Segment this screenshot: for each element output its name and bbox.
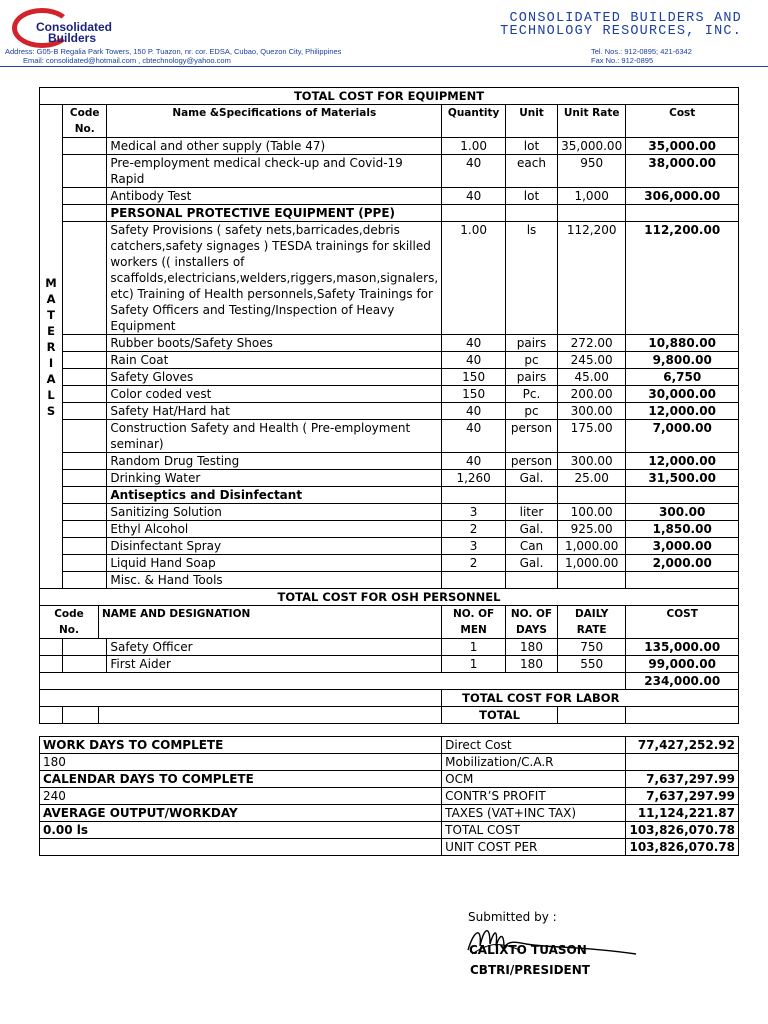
summary-row — [40, 839, 739, 856]
item-unit: Gal. — [506, 555, 558, 572]
item-code — [63, 470, 107, 487]
item-quantity: 1.00 — [442, 138, 506, 155]
submitted-by-label: Submitted by : — [468, 910, 557, 924]
item-code — [63, 420, 107, 453]
osh-title-row — [40, 589, 739, 606]
labor-cost-spacer — [626, 707, 739, 724]
item-unit-rate: 25.00 — [557, 470, 626, 487]
item-code — [63, 572, 107, 589]
company-logo — [6, 6, 176, 48]
summary-left: CALENDAR DAYS TO COMPLETE — [40, 771, 442, 788]
item-code — [63, 369, 107, 386]
item-name: Ethyl Alcohol — [107, 521, 442, 538]
equipment-row — [40, 470, 739, 487]
item-name: Antiseptics and Disinfectant — [107, 487, 442, 504]
item-code — [63, 335, 107, 352]
item-code — [63, 521, 107, 538]
osh-header-rate: DAILY RATE — [557, 606, 626, 639]
summary-value: 7,637,297.99 — [626, 788, 739, 805]
item-unit: person — [506, 453, 558, 470]
company-name — [500, 12, 742, 38]
osh-rate: 750 — [557, 639, 626, 656]
item-unit-rate: 300.00 — [557, 453, 626, 470]
item-unit-rate — [557, 572, 626, 589]
item-name: Pre-employment medical check-up and Covid-19 Rapid — [107, 155, 442, 188]
equipment-row — [40, 403, 739, 420]
equipment-title-row — [40, 88, 739, 105]
item-name: Rain Coat — [107, 352, 442, 369]
address-block — [5, 48, 745, 65]
osh-total-spacer — [40, 673, 626, 690]
osh-row — [40, 639, 739, 656]
header-name: Name &Specifications of Materials — [107, 105, 442, 138]
email-text: Email: consolidated@hotmail.com , cbtechnology@yahoo.com — [23, 55, 231, 65]
side-letter: R — [46, 339, 56, 354]
equipment-row — [40, 155, 739, 188]
side-letter: T — [47, 307, 55, 322]
side-letter: I — [48, 355, 54, 370]
header-unit: Unit — [506, 105, 558, 138]
summary-left: WORK DAYS TO COMPLETE — [40, 737, 442, 754]
osh-rate: 550 — [557, 656, 626, 673]
phone-block — [591, 48, 745, 65]
osh-name: First Aider — [107, 656, 442, 673]
summary-row — [40, 737, 739, 754]
osh-code-b — [63, 639, 107, 656]
summary-left: 0.00 ls — [40, 822, 442, 839]
equipment-row — [40, 188, 739, 205]
item-cost: 9,800.00 — [626, 352, 739, 369]
item-cost: 306,000.00 — [626, 188, 739, 205]
equipment-row — [40, 453, 739, 470]
item-quantity: 1.00 — [442, 222, 506, 335]
labor-title-row — [40, 690, 739, 707]
header-code: Code No. — [63, 105, 107, 138]
item-unit-rate: 245.00 — [557, 352, 626, 369]
item-unit: Can — [506, 538, 558, 555]
item-unit: lot — [506, 138, 558, 155]
item-code — [63, 155, 107, 188]
header-divider — [0, 66, 768, 67]
spacer-row — [40, 724, 739, 737]
equipment-title: TOTAL COST FOR EQUIPMENT — [40, 88, 739, 105]
item-name: Misc. & Hand Tools — [107, 572, 442, 589]
header-quantity: Quantity — [442, 105, 506, 138]
item-name: Medical and other supply (Table 47) — [107, 138, 442, 155]
side-letter: L — [47, 387, 55, 402]
item-quantity: 40 — [442, 188, 506, 205]
summary-value: 11,124,221.87 — [626, 805, 739, 822]
tel-text: Tel. Nos.: 912-0895; 421-6342 — [591, 47, 692, 56]
summary-row — [40, 805, 739, 822]
osh-header-men: NO. OF MEN — [442, 606, 506, 639]
item-cost: 38,000.00 — [626, 155, 739, 188]
item-code — [63, 352, 107, 369]
item-name: Drinking Water — [107, 470, 442, 487]
materials-side-label — [40, 105, 63, 589]
item-unit-rate — [557, 487, 626, 504]
item-unit: Gal. — [506, 521, 558, 538]
labor-rate-spacer — [557, 707, 626, 724]
item-name: Color coded vest — [107, 386, 442, 403]
item-unit-rate: 100.00 — [557, 504, 626, 521]
equipment-row — [40, 386, 739, 403]
summary-label: Mobilization/C.A.R — [442, 754, 626, 771]
osh-header-cost: COST — [626, 606, 739, 639]
labor-code-b — [63, 707, 99, 724]
osh-name: Safety Officer — [107, 639, 442, 656]
side-letter: S — [46, 403, 56, 418]
equipment-row — [40, 138, 739, 155]
item-unit: Gal. — [506, 470, 558, 487]
item-unit-rate: 1,000.00 — [557, 555, 626, 572]
company-name-line1: CONSOLIDATED BUILDERS AND — [509, 11, 742, 26]
item-quantity: 1,260 — [442, 470, 506, 487]
osh-cost: 135,000.00 — [626, 639, 739, 656]
osh-cost: 99,000.00 — [626, 656, 739, 673]
item-quantity: 40 — [442, 335, 506, 352]
item-cost: 12,000.00 — [626, 453, 739, 470]
item-unit-rate: 45.00 — [557, 369, 626, 386]
equipment-row — [40, 538, 739, 555]
item-code — [63, 453, 107, 470]
header-cost: Cost — [626, 105, 739, 138]
item-unit-rate: 1,000.00 — [557, 538, 626, 555]
item-code — [63, 205, 107, 222]
item-cost: 7,000.00 — [626, 420, 739, 453]
summary-row — [40, 754, 739, 771]
item-quantity: 40 — [442, 420, 506, 453]
item-cost: 112,200.00 — [626, 222, 739, 335]
osh-days: 180 — [506, 639, 558, 656]
osh-total-row — [40, 673, 739, 690]
equipment-row — [40, 555, 739, 572]
item-code — [63, 504, 107, 521]
company-name-line2: TECHNOLOGY RESOURCES, INC. — [500, 24, 742, 39]
item-name: PERSONAL PROTECTIVE EQUIPMENT (PPE) — [107, 205, 442, 222]
osh-header-days: NO. OF DAYS — [506, 606, 558, 639]
item-quantity: 40 — [442, 352, 506, 369]
summary-left: 180 — [40, 754, 442, 771]
equipment-header-row — [40, 105, 739, 138]
side-letter: E — [47, 323, 55, 338]
item-quantity: 2 — [442, 555, 506, 572]
equipment-row — [40, 504, 739, 521]
summary-left: 240 — [40, 788, 442, 805]
summary-label: CONTR’S PROFIT — [442, 788, 626, 805]
item-quantity — [442, 487, 506, 504]
summary-value: 7,637,297.99 — [626, 771, 739, 788]
osh-total: 234,000.00 — [626, 673, 739, 690]
item-quantity: 40 — [442, 155, 506, 188]
osh-days: 180 — [506, 656, 558, 673]
labor-name-spacer — [98, 707, 441, 724]
summary-row — [40, 771, 739, 788]
summary-label: OCM — [442, 771, 626, 788]
summary-value: 103,826,070.78 — [626, 839, 739, 856]
item-quantity: 3 — [442, 538, 506, 555]
item-unit: Pc. — [506, 386, 558, 403]
item-cost — [626, 487, 739, 504]
item-unit: each — [506, 155, 558, 188]
summary-value: 103,826,070.78 — [626, 822, 739, 839]
equipment-row — [40, 352, 739, 369]
side-letter: A — [46, 291, 56, 306]
item-cost: 12,000.00 — [626, 403, 739, 420]
item-name: Safety Provisions ( safety nets,barricades,debris catchers,safety signages ) TESDA trainings for skilled workers (( installers of scaffolds,electricians,welders,riggers,mason,signalers, etc) Training of Health personnels,Safety Trainings for Safety Officers and Testing/Inspection of Heavy Equipment — [107, 222, 442, 335]
item-unit-rate: 300.00 — [557, 403, 626, 420]
item-unit: pairs — [506, 369, 558, 386]
summary-label: TAXES (VAT+INC TAX) — [442, 805, 626, 822]
item-quantity: 150 — [442, 386, 506, 403]
item-unit — [506, 487, 558, 504]
osh-code-a — [40, 656, 63, 673]
item-unit: pairs — [506, 335, 558, 352]
fax-text: Fax No.: 912-0895 — [591, 55, 654, 65]
logo-text-line2: Builders — [48, 31, 97, 45]
item-cost: 300.00 — [626, 504, 739, 521]
item-unit-rate: 950 — [557, 155, 626, 188]
item-name: Random Drug Testing — [107, 453, 442, 470]
item-code — [63, 138, 107, 155]
item-quantity — [442, 572, 506, 589]
item-cost: 2,000.00 — [626, 555, 739, 572]
summary-label: Direct Cost — [442, 737, 626, 754]
signatory-name: CALIXTO TUASON — [469, 943, 587, 957]
item-quantity: 150 — [442, 369, 506, 386]
item-unit-rate: 200.00 — [557, 386, 626, 403]
summary-label: UNIT COST PER — [442, 839, 626, 856]
item-name: Construction Safety and Health ( Pre-employment seminar) — [107, 420, 442, 453]
spacer-cell — [40, 724, 739, 737]
item-unit-rate: 112,200 — [557, 222, 626, 335]
osh-title: TOTAL COST FOR OSH PERSONNEL — [40, 589, 739, 606]
side-letter: M — [45, 275, 57, 290]
labor-spacer — [40, 690, 442, 707]
item-unit-rate — [557, 205, 626, 222]
item-unit: liter — [506, 504, 558, 521]
item-cost: 30,000.00 — [626, 386, 739, 403]
signatory-title: CBTRI/PRESIDENT — [470, 963, 590, 977]
item-name: Safety Hat/Hard hat — [107, 403, 442, 420]
summary-label: TOTAL COST — [442, 822, 626, 839]
item-unit-rate: 175.00 — [557, 420, 626, 453]
item-name: Liquid Hand Soap — [107, 555, 442, 572]
item-cost: 10,880.00 — [626, 335, 739, 352]
item-quantity — [442, 205, 506, 222]
equipment-row — [40, 335, 739, 352]
item-unit-rate: 35,000.00 — [557, 138, 626, 155]
item-code — [63, 538, 107, 555]
item-unit: ls — [506, 222, 558, 335]
item-unit — [506, 572, 558, 589]
labor-total-row — [40, 707, 739, 724]
item-code — [63, 487, 107, 504]
item-quantity: 2 — [442, 521, 506, 538]
item-quantity: 3 — [442, 504, 506, 521]
osh-men: 1 — [442, 656, 506, 673]
item-name: Disinfectant Spray — [107, 538, 442, 555]
item-cost — [626, 572, 739, 589]
labor-code-a — [40, 707, 63, 724]
cost-table — [39, 87, 739, 856]
summary-value: 77,427,252.92 — [626, 737, 739, 754]
item-cost — [626, 205, 739, 222]
logo-text-line1: Consolidated — [36, 20, 113, 34]
equipment-row — [40, 222, 739, 335]
equipment-row — [40, 205, 739, 222]
item-cost: 3,000.00 — [626, 538, 739, 555]
equipment-row — [40, 521, 739, 538]
item-code — [63, 403, 107, 420]
item-name: Sanitizing Solution — [107, 504, 442, 521]
osh-header-row — [40, 606, 739, 639]
osh-row — [40, 656, 739, 673]
summary-left: AVERAGE OUTPUT/WORKDAY — [40, 805, 442, 822]
item-unit — [506, 205, 558, 222]
labor-title: TOTAL COST FOR LABOR — [442, 690, 739, 707]
item-cost: 6,750 — [626, 369, 739, 386]
osh-code-b — [63, 656, 107, 673]
item-unit-rate: 272.00 — [557, 335, 626, 352]
item-quantity: 40 — [442, 453, 506, 470]
equipment-row — [40, 572, 739, 589]
item-quantity: 40 — [442, 403, 506, 420]
summary-value — [626, 754, 739, 771]
summary-row — [40, 822, 739, 839]
item-unit-rate: 1,000 — [557, 188, 626, 205]
item-cost: 35,000.00 — [626, 138, 739, 155]
item-cost: 1,850.00 — [626, 521, 739, 538]
item-name: Antibody Test — [107, 188, 442, 205]
labor-total-label: TOTAL — [442, 707, 558, 724]
item-cost: 31,500.00 — [626, 470, 739, 487]
item-code — [63, 222, 107, 335]
side-letter: A — [46, 371, 56, 386]
osh-men: 1 — [442, 639, 506, 656]
osh-code-a — [40, 639, 63, 656]
item-code — [63, 188, 107, 205]
item-unit: pc — [506, 352, 558, 369]
osh-header-code: Code No. — [40, 606, 99, 639]
summary-row — [40, 788, 739, 805]
item-code — [63, 555, 107, 572]
header-unit-rate: Unit Rate — [557, 105, 626, 138]
item-unit: person — [506, 420, 558, 453]
item-name: Safety Gloves — [107, 369, 442, 386]
item-name: Rubber boots/Safety Shoes — [107, 335, 442, 352]
item-unit: pc — [506, 403, 558, 420]
address-text: Address: G05-B Regalia Park Towers, 150 P. Tuazon, nr. cor. EDSA, Cubao, Quezon City, Philippines — [5, 47, 342, 56]
equipment-row — [40, 487, 739, 504]
logo-text — [36, 22, 112, 44]
equipment-row — [40, 420, 739, 453]
equipment-row — [40, 369, 739, 386]
item-unit: lot — [506, 188, 558, 205]
osh-header-name: NAME AND DESIGNATION — [98, 606, 441, 639]
item-code — [63, 386, 107, 403]
letterhead — [0, 0, 768, 70]
summary-left — [40, 839, 442, 856]
item-unit-rate: 925.00 — [557, 521, 626, 538]
